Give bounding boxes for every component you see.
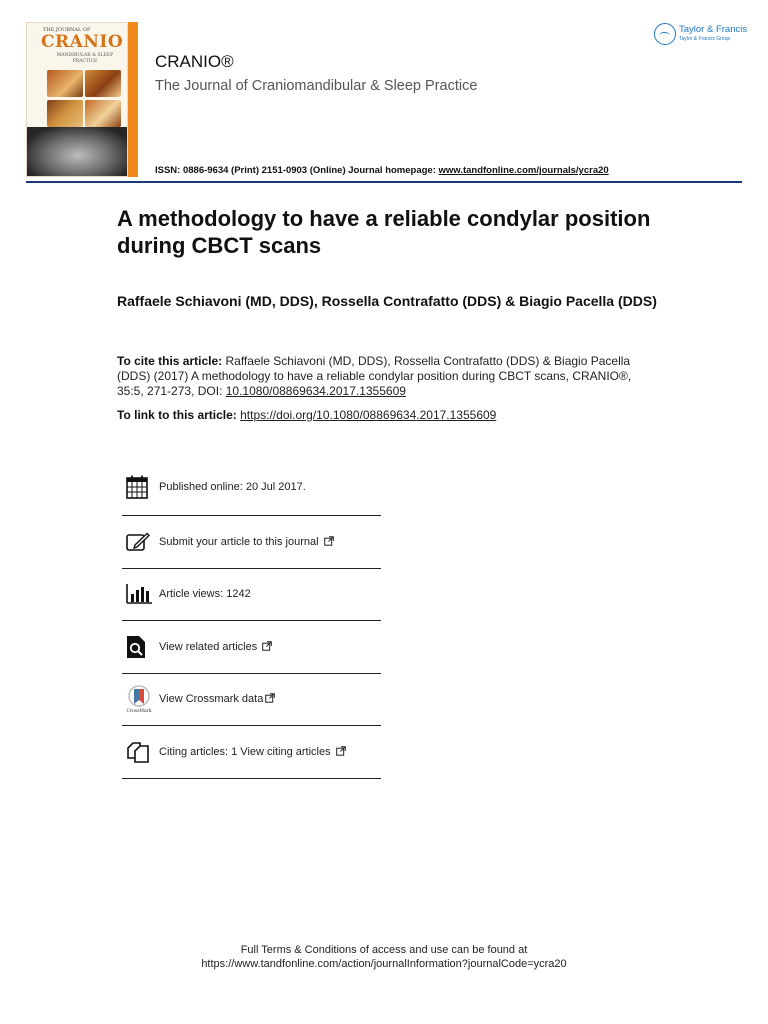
publisher-logo-icon <box>654 23 676 45</box>
journal-cover <box>26 22 138 177</box>
submit-article-link[interactable] <box>159 536 334 548</box>
cover-color-strip <box>128 22 138 177</box>
search-document-icon <box>122 632 159 662</box>
calendar-icon <box>122 472 159 502</box>
crossmark-link[interactable] <box>159 693 275 705</box>
published-row <box>122 458 381 516</box>
journal-homepage-link[interactable]: www.tandfonline.com/journals/ycra20 <box>438 165 609 176</box>
citation <box>117 354 657 399</box>
header-divider <box>26 181 742 183</box>
article-url-link[interactable]: https://doi.org/10.1080/08869634.2017.1355609 <box>240 408 497 422</box>
external-link-icon <box>262 641 272 651</box>
terms-line: Full Terms & Conditions of access and use can be found at <box>240 944 528 956</box>
cite-label: To cite this article: <box>117 354 223 368</box>
external-link-icon <box>324 536 334 546</box>
views-row <box>122 569 381 622</box>
cover-photo <box>47 70 83 97</box>
cover-title: CRANIO <box>41 32 124 52</box>
crossmark-icon <box>122 684 159 714</box>
journal-name: CRANIO® <box>155 52 234 71</box>
crossmark-label: View Crossmark data <box>159 693 264 706</box>
article-views: Article views: 1242 <box>159 588 251 601</box>
submit-row[interactable] <box>122 516 381 569</box>
cover-photos <box>47 70 123 127</box>
bar-chart-icon <box>122 579 159 609</box>
citing-row[interactable] <box>122 726 381 779</box>
cover-the-journal-of: THE JOURNAL OF <box>43 27 91 33</box>
cover-subtitle: MANDIBULAR & SLEEP PRACTICE <box>56 53 114 64</box>
crossmark-row[interactable] <box>122 674 381 727</box>
copy-documents-icon <box>122 737 159 767</box>
published-date: Published online: 20 Jul 2017. <box>159 480 306 493</box>
cover-image <box>26 22 128 177</box>
issn-line <box>155 165 609 176</box>
publisher-group: Taylor & Francis Group <box>679 36 731 42</box>
doi-link[interactable]: 10.1080/08869634.2017.1355609 <box>225 384 406 398</box>
link-label: To link to this article: <box>117 408 241 422</box>
edit-icon <box>122 527 159 557</box>
journal-subtitle: The Journal of Craniomandibular & Sleep Practice <box>155 78 478 94</box>
publisher-name: Taylor & Francis <box>679 24 748 35</box>
article-title: A methodology to have a reliable condylar position during CBCT scans <box>117 206 651 258</box>
article-link <box>117 408 657 423</box>
citing-articles-link[interactable] <box>159 746 346 758</box>
publisher-logo[interactable] <box>654 22 746 48</box>
terms-url[interactable]: https://www.tandfonline.com/action/journalInformation?journalCode=ycra20 <box>201 958 567 970</box>
related-articles-label: View related articles <box>159 640 258 653</box>
terms-footer <box>0 943 768 971</box>
issn-text: ISSN: 0886-9634 (Print) 2151-0903 (Online) Journal homepage: <box>155 165 439 176</box>
citing-articles-label: Citing articles: 1 View citing articles <box>159 745 331 758</box>
cite-text: Raffaele Schiavoni (MD, DDS), Rossella Contrafatto (DDS) & Biagio Pacella (DDS) (2017) A methodology to have a reliable condylar position during CBCT scans, CRANIO®, 35:5, 271-273, DOI: <box>117 354 632 398</box>
related-row[interactable] <box>122 621 381 674</box>
article-info-list <box>122 458 381 779</box>
cover-photo <box>47 100 83 127</box>
crossmark-badge-text: CrossMark <box>126 709 152 714</box>
cover-photo <box>85 70 121 97</box>
cover-xray-image <box>27 127 128 177</box>
cover-photo <box>85 100 121 127</box>
external-link-icon <box>336 746 346 756</box>
external-link-icon <box>265 693 275 703</box>
related-articles-link[interactable] <box>159 641 272 653</box>
submit-article-label: Submit your article to this journal <box>159 535 319 548</box>
article-authors: Raffaele Schiavoni (MD, DDS), Rossella Contrafatto (DDS) & Biagio Pacella (DDS) <box>117 293 657 309</box>
